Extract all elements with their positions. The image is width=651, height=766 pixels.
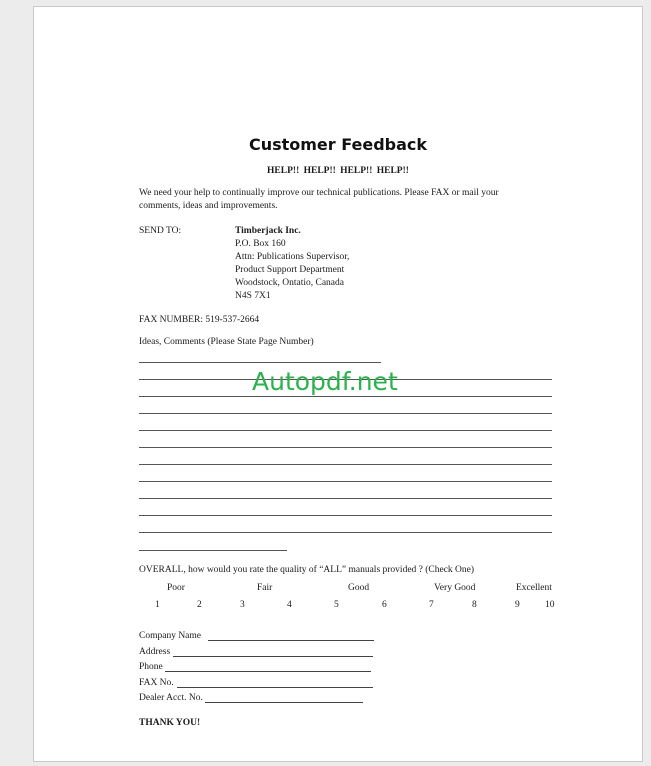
rating-label-good: Good (348, 583, 370, 593)
document-page (33, 6, 643, 762)
rating-option-4[interactable]: 4 (287, 600, 292, 610)
rating-option-9[interactable]: 9 (515, 600, 520, 610)
rating-option-1[interactable]: 1 (155, 600, 160, 610)
company-name: Timberjack Inc. (235, 226, 301, 236)
address-line: P.O. Box 160 (235, 239, 286, 249)
intro-line-1: We need your help to continually improve our technical publications. Please FAX or mail your (139, 188, 499, 198)
rating-option-7[interactable]: 7 (429, 600, 434, 610)
phone-label: Phone (139, 662, 163, 672)
rating-option-8[interactable]: 8 (472, 600, 477, 610)
ideas-label: Ideas, Comments (Please State Page Number) (139, 337, 314, 347)
dealer-acct-field[interactable] (205, 702, 363, 703)
send-to-label: SEND TO: (139, 226, 182, 236)
comment-line[interactable] (139, 464, 552, 465)
address-field[interactable] (173, 656, 373, 657)
comment-line[interactable] (139, 550, 287, 551)
address-line: Product Support Department (235, 265, 345, 275)
fax-number: FAX NUMBER: 519-537-2664 (139, 315, 260, 325)
rating-label-excellent: Excellent (516, 583, 552, 593)
thank-you: THANK YOU! (139, 718, 201, 728)
page-title: Customer Feedback (248, 135, 428, 154)
watermark: Autopdf.net (252, 367, 398, 396)
address-line: N4S 7X1 (235, 291, 271, 301)
comment-line[interactable] (139, 430, 552, 431)
rating-option-10[interactable]: 10 (545, 600, 555, 610)
rating-option-3[interactable]: 3 (240, 600, 245, 610)
overall-question: OVERALL, how would you rate the quality of “ALL” manuals provided ? (Check One) (139, 565, 475, 575)
rating-option-5[interactable]: 5 (334, 600, 339, 610)
rating-option-6[interactable]: 6 (382, 600, 387, 610)
dealer-acct-label: Dealer Acct. No. (139, 693, 203, 703)
fax-no-field[interactable] (177, 687, 373, 688)
help-heading: HELP!! HELP!! HELP!! HELP!! (267, 166, 409, 176)
fax-no-label: FAX No. (139, 678, 174, 688)
rating-option-2[interactable]: 2 (197, 600, 202, 610)
comment-line[interactable] (139, 498, 552, 499)
comment-line[interactable] (139, 396, 552, 397)
comment-line[interactable] (139, 481, 552, 482)
rating-label-poor: Poor (167, 583, 185, 593)
address-label: Address (139, 647, 171, 657)
comment-line[interactable] (139, 362, 381, 363)
comment-line[interactable] (139, 532, 552, 533)
address-line: Woodstock, Ontatio, Canada (235, 278, 344, 288)
address-line: Attn: Publications Supervisor, (235, 252, 350, 262)
rating-label-fair: Fair (257, 583, 273, 593)
comment-line[interactable] (139, 447, 552, 448)
phone-field[interactable] (165, 671, 371, 672)
comment-line[interactable] (139, 515, 552, 516)
rating-label-very-good: Very Good (434, 583, 476, 593)
comment-line[interactable] (139, 413, 552, 414)
company-name-field[interactable] (208, 640, 374, 641)
intro-line-2: comments, ideas and improvements. (139, 201, 278, 211)
company-name-label: Company Name (139, 631, 202, 641)
